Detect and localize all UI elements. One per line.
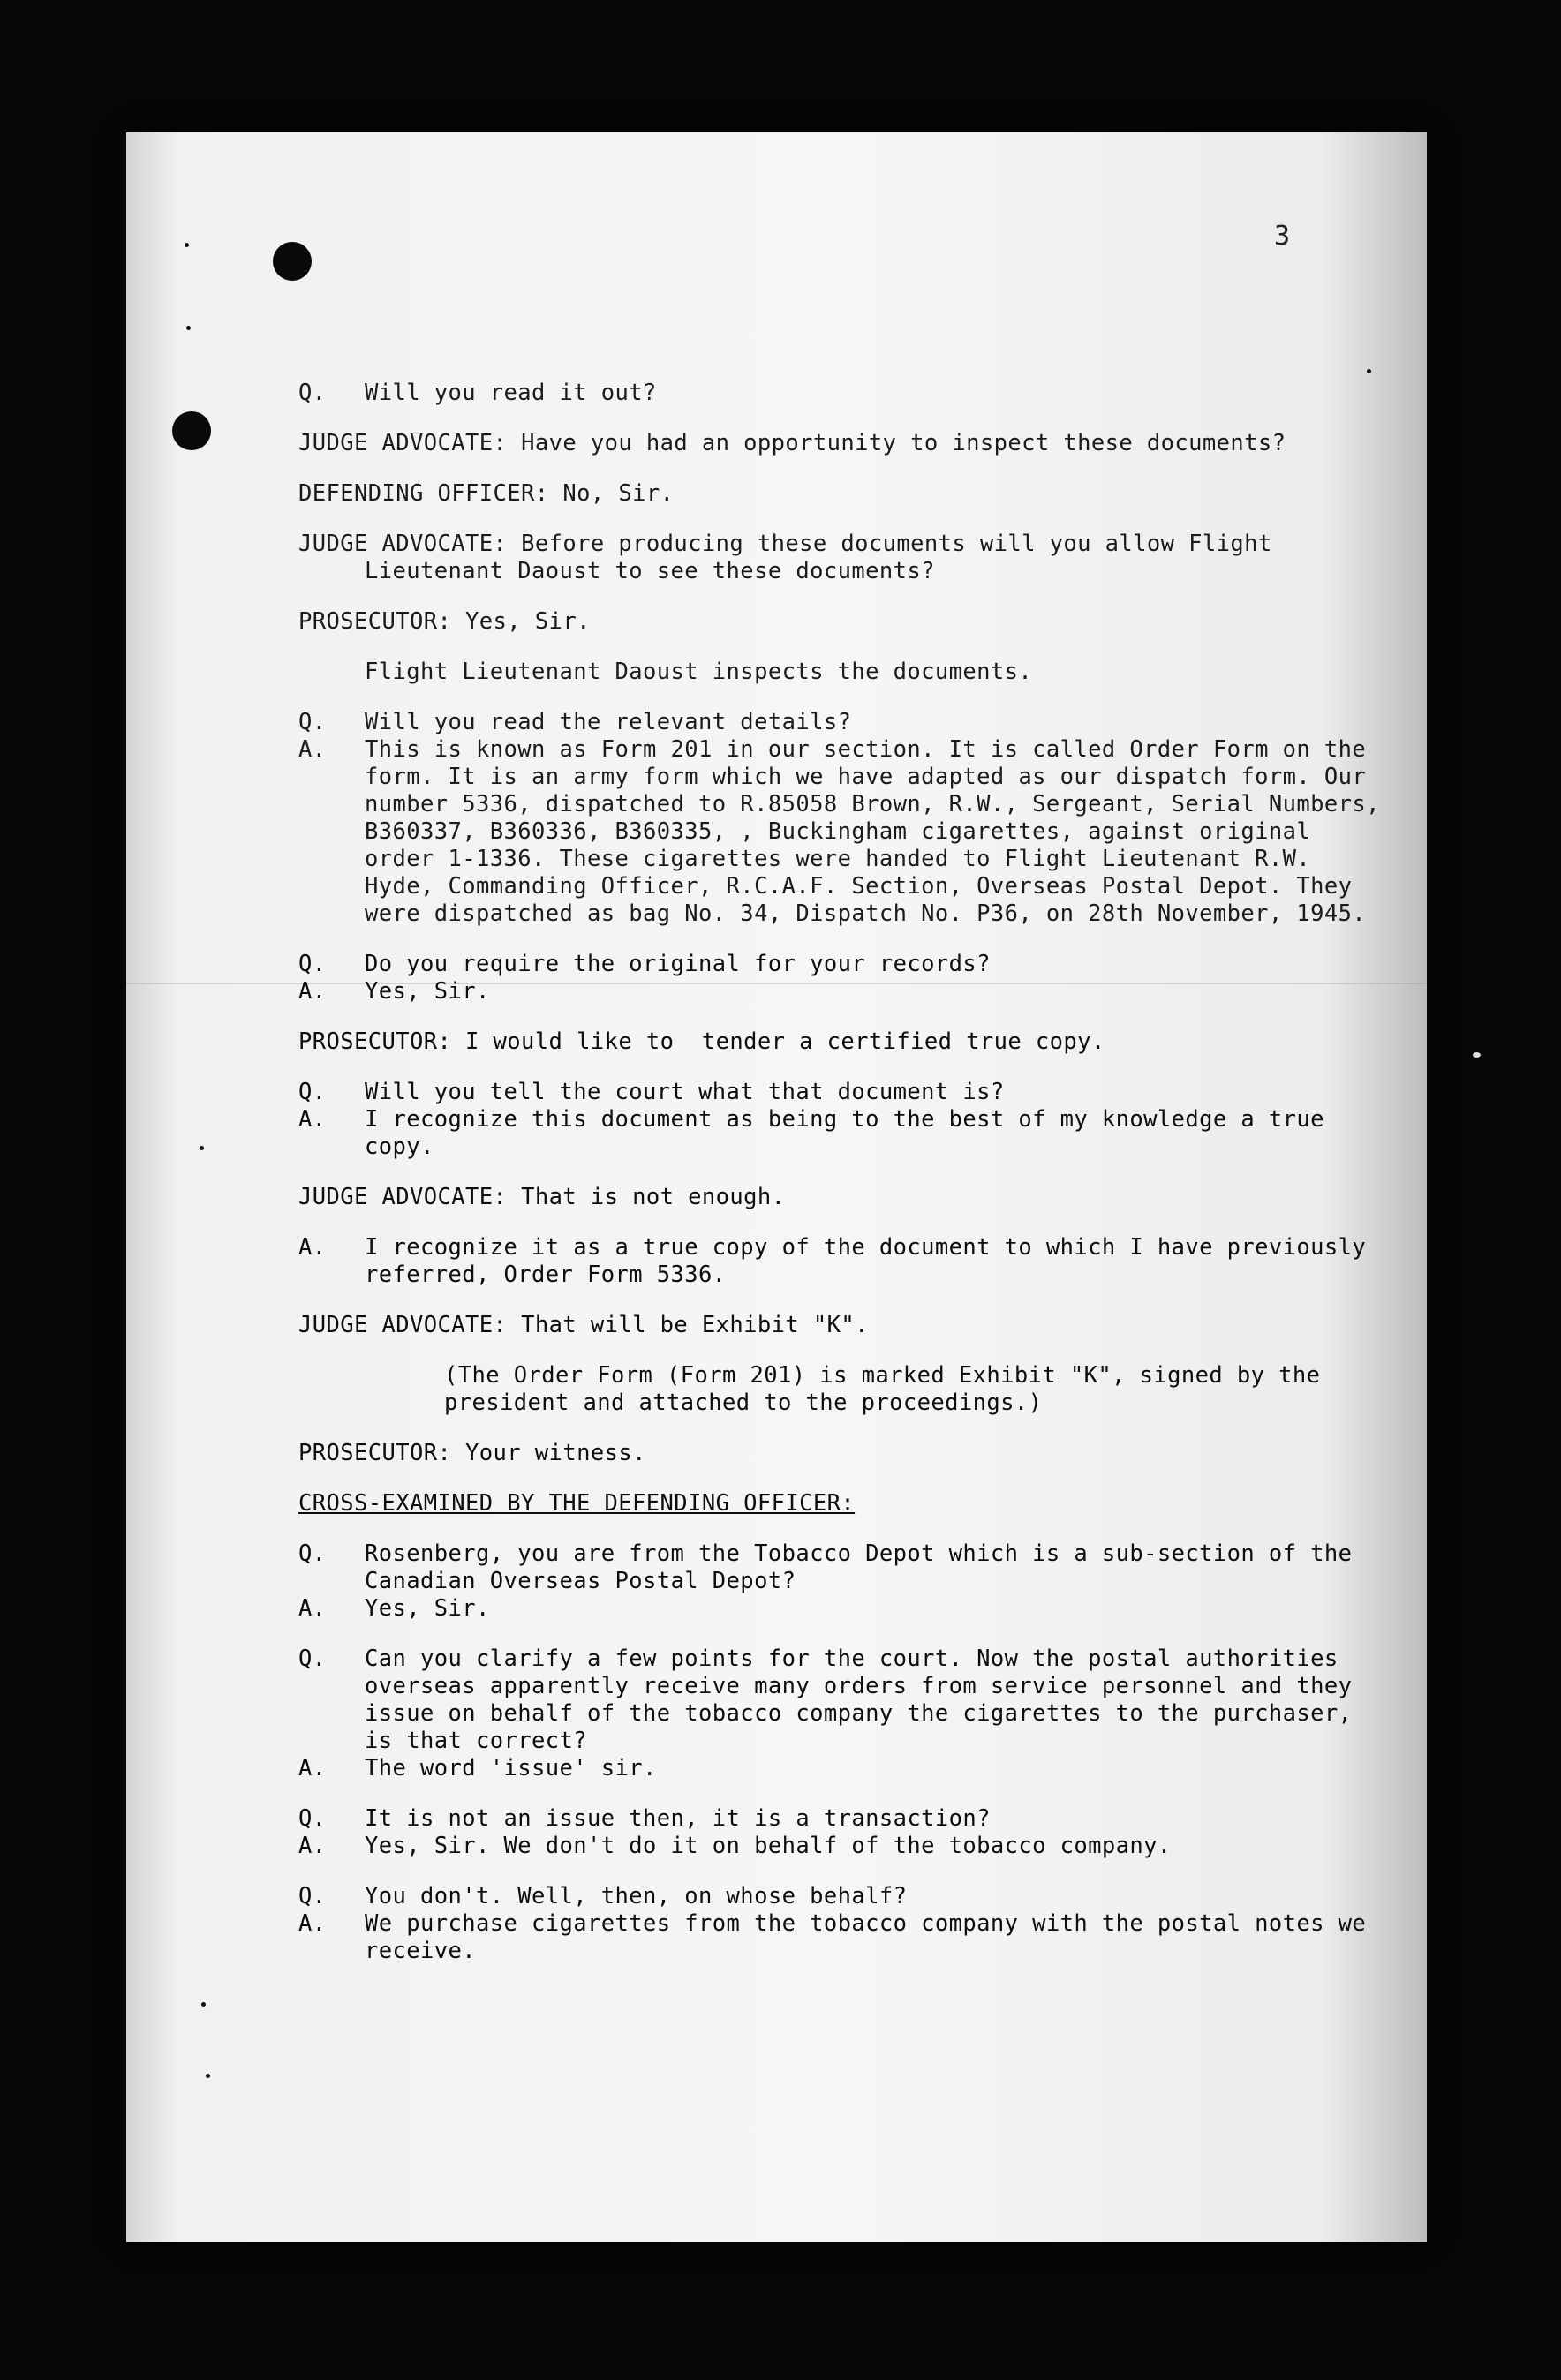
question: Q. Can you clarify a few points for the court. Now the postal authorities overseas apparently receive many orders from service personnel and they issue on behalf of the tobacco company the cigarettes to the purchaser, is that correct? [298, 1646, 1353, 1754]
question: Q. It is not an issue then, it is a transaction? [298, 1805, 991, 1832]
speaker-name: PROSECUTOR: [298, 1028, 452, 1055]
document-page [126, 132, 1427, 2242]
answer: A. This is known as Form 201 in our section. It is called Order Form on the form. It is an army form which we have adapted as our dispatch form. Our number 5336, dispatched to R.85058 Brown, R.W., Sergeant, Serial Numbers, B360337, B360336, B360335, , Buckingham cigarettes, against original order 1-1336. These cigarettes were handed to Flight Lieutenant R.W. Hyde, Commanding Officer, R.C.A.F. Section, Overseas Postal Depot. They were dispatched as bag No. 34, Dispatch No. P36, on 28th November, 1945. [298, 736, 1380, 927]
answer: A. Yes, Sir. We don't do it on behalf of the tobacco company. [298, 1833, 1172, 1859]
question: Q. You don't. Well, then, on whose behalf? [298, 1883, 908, 1909]
speaker-name: DEFENDING OFFICER: [298, 480, 549, 507]
section-heading: CROSS-EXAMINED BY THE DEFENDING OFFICER: [298, 1490, 856, 1517]
speaker-text: I would like to tender a certified true copy. [465, 1028, 1105, 1055]
speaker-name: JUDGE ADVOCATE: [298, 531, 508, 557]
speaker-text: Your witness. [465, 1440, 646, 1466]
speaker-name: JUDGE ADVOCATE: [298, 430, 508, 456]
answer: A. The word 'issue' sir. [298, 1755, 657, 1781]
punch-hole [172, 411, 211, 450]
answer: A. I recognize it as a true copy of the document to which I have previously referred, Order Form 5336. [298, 1234, 1367, 1288]
speck [206, 2074, 210, 2078]
page-number: 3 [1274, 221, 1291, 252]
speck [185, 243, 189, 247]
question: Q. Will you read the relevant details? [298, 709, 852, 735]
speaker-line [298, 1184, 1393, 1211]
speaker-line [298, 430, 1393, 457]
speaker-text: Yes, Sir. [465, 608, 591, 635]
speaker-line [298, 608, 1393, 636]
speaker-text: Have you had an opportunity to inspect these documents? [521, 430, 1286, 456]
speaker-line [298, 1028, 1393, 1056]
answer: A. Yes, Sir. [298, 978, 490, 1005]
transcript [298, 380, 1393, 1965]
question: Q. Will you tell the court what that document is? [298, 1079, 1005, 1105]
punch-hole [273, 242, 312, 281]
answer: A. Yes, Sir. [298, 1595, 490, 1622]
question: Q. Do you require the original for your records? [298, 951, 991, 977]
speaker-name: PROSECUTOR: [298, 1440, 452, 1466]
speck [1367, 369, 1371, 373]
speck [200, 1146, 204, 1150]
speaker-name: JUDGE ADVOCATE: [298, 1184, 508, 1210]
speaker-line [298, 480, 1393, 508]
speaker-text: Before producing these documents will you allow Flight Lieutenant Daoust to see these documents? [365, 531, 1286, 584]
narration: Flight Lieutenant Daoust inspects the documents. [365, 659, 1033, 685]
speaker-text: That will be Exhibit "K". [521, 1312, 869, 1338]
speaker-line [298, 1440, 1393, 1467]
speaker-name: JUDGE ADVOCATE: [298, 1312, 508, 1338]
question: Q. Will you read it out? [298, 380, 657, 406]
answer: A. We purchase cigarettes from the tobacco company with the postal notes we receive. [298, 1910, 1367, 1964]
speaker-line [298, 1312, 1393, 1339]
speaker-text: That is not enough. [521, 1184, 786, 1210]
speaker-text: No, Sir. [562, 480, 675, 507]
speck [186, 326, 191, 330]
speaker-line [298, 531, 1393, 585]
speck [201, 2002, 206, 2007]
answer: A. I recognize this document as being to the best of my knowledge a true copy. [298, 1106, 1324, 1160]
edge-mark [1473, 1052, 1481, 1058]
speaker-name: PROSECUTOR: [298, 608, 452, 635]
parenthetical-note: (The Order Form (Form 201) is marked Exhibit "K", signed by the president and attached to the proceedings.) [444, 1362, 1335, 1416]
question: Q. Rosenberg, you are from the Tobacco Depot which is a sub-section of the Canadian Overseas Postal Depot? [298, 1540, 1353, 1594]
